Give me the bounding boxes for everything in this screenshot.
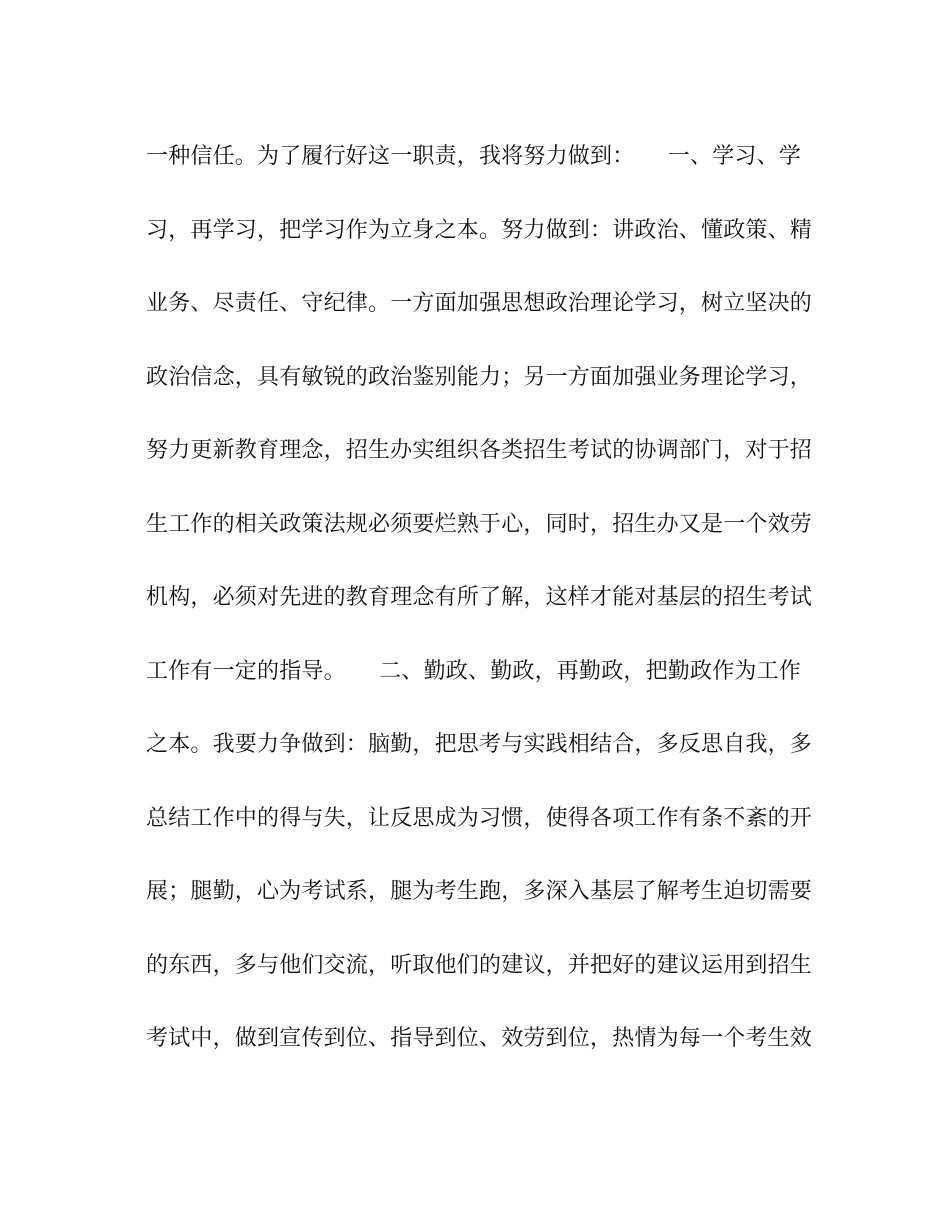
text-line: 业务、尽责任、守纪律。一方面加强思想政治理论学习，树立坚决的: [146, 291, 813, 316]
body-text: [146, 132, 813, 1088]
text-line: 生工作的相关政策法规必须要烂熟于心，同时，招生办又是一个效劳: [146, 511, 813, 537]
text-line: 总结工作中的得与失，让反思成为习惯，使得各项工作有条不紊的开: [146, 805, 813, 831]
text-line: 努力更新教育理念，招生办实组织各类招生考试的协调部门，对于招: [146, 438, 813, 463]
text-line: 考试中，做到宣传到位、指导到位、效劳到位，热情为每一个考生效: [146, 1026, 813, 1051]
text-line: 一种信任。为了履行好这一职责，我将努力做到： 一、学习、学: [146, 144, 802, 169]
text-line: 展；腿勤，心为考试系，腿为考生跑，多深入基层了解考生迫切需要: [146, 879, 813, 904]
text-line: 之本。我要力争做到：脑勤，把思考与实践相结合，多反思自我，多: [146, 732, 813, 757]
text-line: 机构，必须对先进的教育理念有所了解，这样才能对基层的招生考试: [146, 585, 813, 610]
text-line: 工作有一定的指导。 二、勤政、勤政，再勤政，把勤政作为工作: [146, 658, 802, 684]
text-line: 政治信念，具有敏锐的政治鉴别能力；另一方面加强业务理论学习，: [146, 364, 813, 390]
text-line: 的东西，多与他们交流，听取他们的建议，并把好的建议运用到招生: [146, 952, 813, 978]
text-line: 习，再学习，把学习作为立身之本。努力做到：讲政治、懂政策、精: [146, 217, 813, 243]
